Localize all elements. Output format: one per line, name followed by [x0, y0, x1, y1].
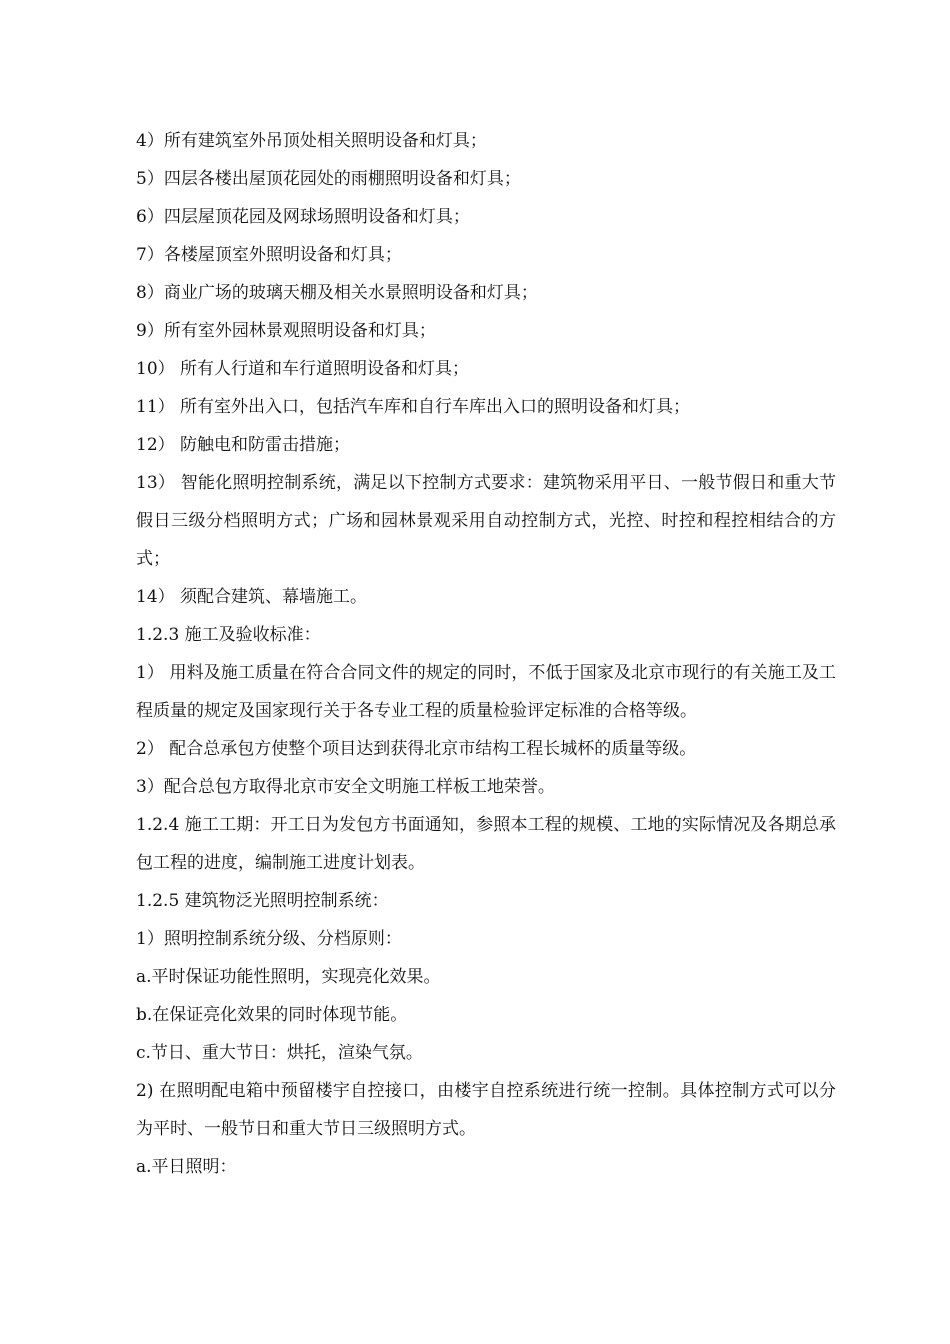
- paragraph: 13） 智能化照明控制系统，满足以下控制方式要求：建筑物采用平日、一般节假日和重大节假日三级分档照明方式；广场和园林景观采用自动控制方式，光控、时控和程控相结合的方式；: [136, 473, 836, 569]
- paragraph: 11） 所有室外出入口，包括汽车库和自行车库出入口的照明设备和灯具；: [136, 397, 691, 417]
- paragraph: 2） 配合总承包方使整个项目达到获得北京市结构工程长城杯的质量等级。: [136, 739, 697, 759]
- paragraph: a.平时保证功能性照明，实现亮化效果。: [136, 967, 441, 987]
- paragraph: 5）四层各楼出屋顶花园处的雨棚照明设备和灯具；: [136, 169, 521, 189]
- paragraph: 1） 用料及施工质量在符合合同文件的规定的同时，不低于国家及北京市现行的有关施工及工程质量的规定及国家现行关于各专业工程的质量检验评定标准的合格等级。: [136, 663, 836, 721]
- section-heading: 1.2.4 施工工期：开工日为发包方书面通知，参照本工程的规模、工地的实际情况及各期总承包工程的进度，编制施工进度计划表。: [136, 815, 836, 873]
- paragraph: 1）照明控制系统分级、分档原则：: [136, 929, 402, 949]
- paragraph: 2) 在照明配电箱中预留楼宇自控接口，由楼宇自控系统进行统一控制。具体控制方式可以分为平时、一般节日和重大节日三级照明方式。: [136, 1081, 836, 1139]
- paragraph: 4）所有建筑室外吊顶处相关照明设备和灯具；: [136, 131, 487, 151]
- section-heading: 1.2.3 施工及验收标准：: [136, 625, 321, 645]
- paragraph: 8）商业广场的玻璃天棚及相关水景照明设备和灯具；: [136, 283, 538, 303]
- section-heading: 1.2.5 建筑物泛光照明控制系统：: [136, 891, 389, 911]
- paragraph: b.在保证亮化效果的同时体现节能。: [136, 1005, 408, 1025]
- paragraph: 14） 须配合建筑、幕墙施工。: [136, 587, 368, 607]
- paragraph: c.节日、重大节日：烘托，渲染气氛。: [136, 1043, 423, 1063]
- paragraph: 10） 所有人行道和车行道照明设备和灯具；: [136, 359, 470, 379]
- paragraph: a.平日照明：: [136, 1157, 237, 1177]
- paragraph: 6）四层屋顶花园及网球场照明设备和灯具；: [136, 207, 470, 227]
- paragraph: 3）配合总包方取得北京市安全文明施工样板工地荣誉。: [136, 777, 555, 797]
- document-body: [136, 122, 836, 1186]
- paragraph: 12） 防触电和防雷击措施；: [136, 435, 351, 455]
- paragraph: 9）所有室外园林景观照明设备和灯具；: [136, 321, 436, 341]
- paragraph: 7）各楼屋顶室外照明设备和灯具；: [136, 245, 402, 265]
